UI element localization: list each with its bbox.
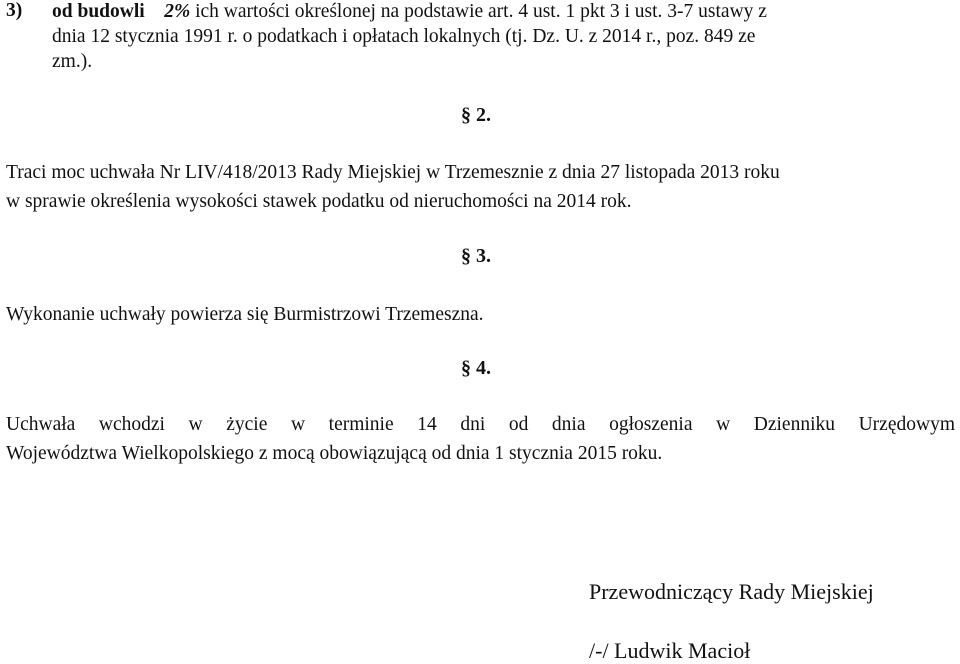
section-2-line-1: Traci moc uchwała Nr LIV/418/2013 Rady Miejskiej w Trzemesznie z dnia 27 listopada 2013 roku (6, 162, 780, 183)
section-2-heading: § 2. (461, 104, 491, 126)
section-4-line-1: Uchwała wchodzi w życie w terminie 14 dni od dnia ogłoszenia w Dzienniku Urzędowym (6, 414, 955, 435)
item-label: od budowli (52, 1, 145, 22)
section-3-text (6, 300, 955, 329)
section-2-line-2: w sprawie określenia wysokości stawek podatku od nieruchomości na 2014 rok. (6, 191, 632, 212)
item-3-line-1 (52, 0, 767, 24)
section-4-heading: § 4. (461, 357, 491, 379)
signature-title: Przewodniczący Rady Miejskiej (589, 579, 874, 604)
item-rate: 2% (164, 1, 191, 22)
signature-name: /-/ Ludwik Macioł (589, 638, 751, 663)
section-3-line-1: Wykonanie uchwały powierza się Burmistrzowi Trzemeszna. (6, 304, 484, 325)
item-3-line-3: zm.). (52, 51, 93, 72)
item-3-line-1-text: ich wartości określonej na podstawie art. 4 ust. 1 pkt 3 i ust. 3-7 ustawy z (195, 1, 767, 22)
section-2-text (6, 158, 955, 216)
item-number: 3) (6, 0, 23, 21)
item-3-line-2: dnia 12 stycznia 1991 r. o podatkach i opłatach lokalnych (tj. Dz. U. z 2014 r., poz. 849 ze (52, 26, 756, 47)
section-3-heading: § 3. (461, 245, 491, 267)
section-4-text (6, 410, 955, 468)
section-4-line-2: Województwa Wielkopolskiego z mocą obowiązującą od dnia 1 stycznia 2015 roku. (6, 443, 663, 464)
